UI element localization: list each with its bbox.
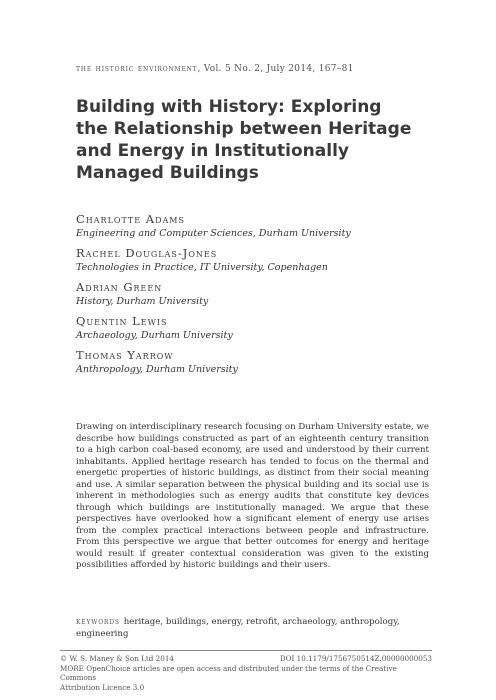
doi: DOI 10.1179/1756750514Z.00000000053 — [279, 654, 432, 663]
author-name: Charlotte Adams — [76, 212, 185, 226]
keywords-text: heritage, buildings, energy, retrofit, archaeology, anthropology, engineering — [76, 617, 400, 639]
author-name: Thomas Yarrow — [76, 348, 174, 362]
footer-divider — [60, 650, 432, 651]
author-entry — [76, 246, 436, 274]
author-name: Rachel Douglas-Jones — [76, 246, 218, 260]
footer-top-row — [60, 654, 432, 664]
license-line: MORE OpenChoice articles are open access and distributed under the terms of the Creative Commons — [60, 663, 397, 682]
author-entry — [76, 280, 436, 308]
author-entry — [76, 314, 436, 342]
author-affiliation: History, Durham University — [76, 296, 209, 307]
author-affiliation: Engineering and Computer Sciences, Durham University — [76, 228, 351, 239]
author-affiliation: Technologies in Practice, IT University, Copenhagen — [76, 262, 328, 273]
copyright: © W. S. Maney & Son Ltd 2014 — [60, 654, 174, 663]
keywords — [76, 617, 429, 640]
citation-details: , Vol. 5 No. 2, July 2014, 167–81 — [197, 64, 354, 74]
author-list — [76, 212, 436, 382]
author-entry — [76, 348, 436, 376]
author-affiliation: Archaeology, Durham University — [76, 330, 233, 341]
article-title: Building with History: Exploring the Relationship between Heritage and Energy in Institutionally Managed Buildings — [76, 97, 412, 183]
author-name: Adrian Green — [76, 280, 163, 294]
journal-name: the historic environment — [76, 64, 198, 74]
author-affiliation: Anthropology, Durham University — [76, 364, 238, 375]
journal-citation — [76, 64, 354, 74]
license-line: Attribution Licence 3.0 — [60, 682, 145, 692]
keywords-label: keywords — [76, 617, 120, 627]
abstract: Drawing on interdisciplinary research focusing on Durham University estate, we describe how buildings constructed as part of an eighteenth century transition to a high carbon coal-based economy, are used and understood by their current inhabitants. Applied heritage research has tended to focus on the thermal and energetic properties of historic buildings, as distinct from their social meaning and use. A similar separation between the physical building and its social use is inherent in methodologies such as energy audits that constitute key devices through which buildings are institutionally managed. We argue that these perspectives have overlooked how a significant element of energy use arises from the complex practical interactions between people and infrastructure. From this perspective we argue that better outcomes for energy and heritage would result if greater contextual consideration was given to the existing possibilities afforded by historic buildings and their users. — [76, 422, 429, 570]
footer — [60, 654, 432, 692]
author-name: Quentin Lewis — [76, 314, 168, 328]
author-entry — [76, 212, 436, 240]
